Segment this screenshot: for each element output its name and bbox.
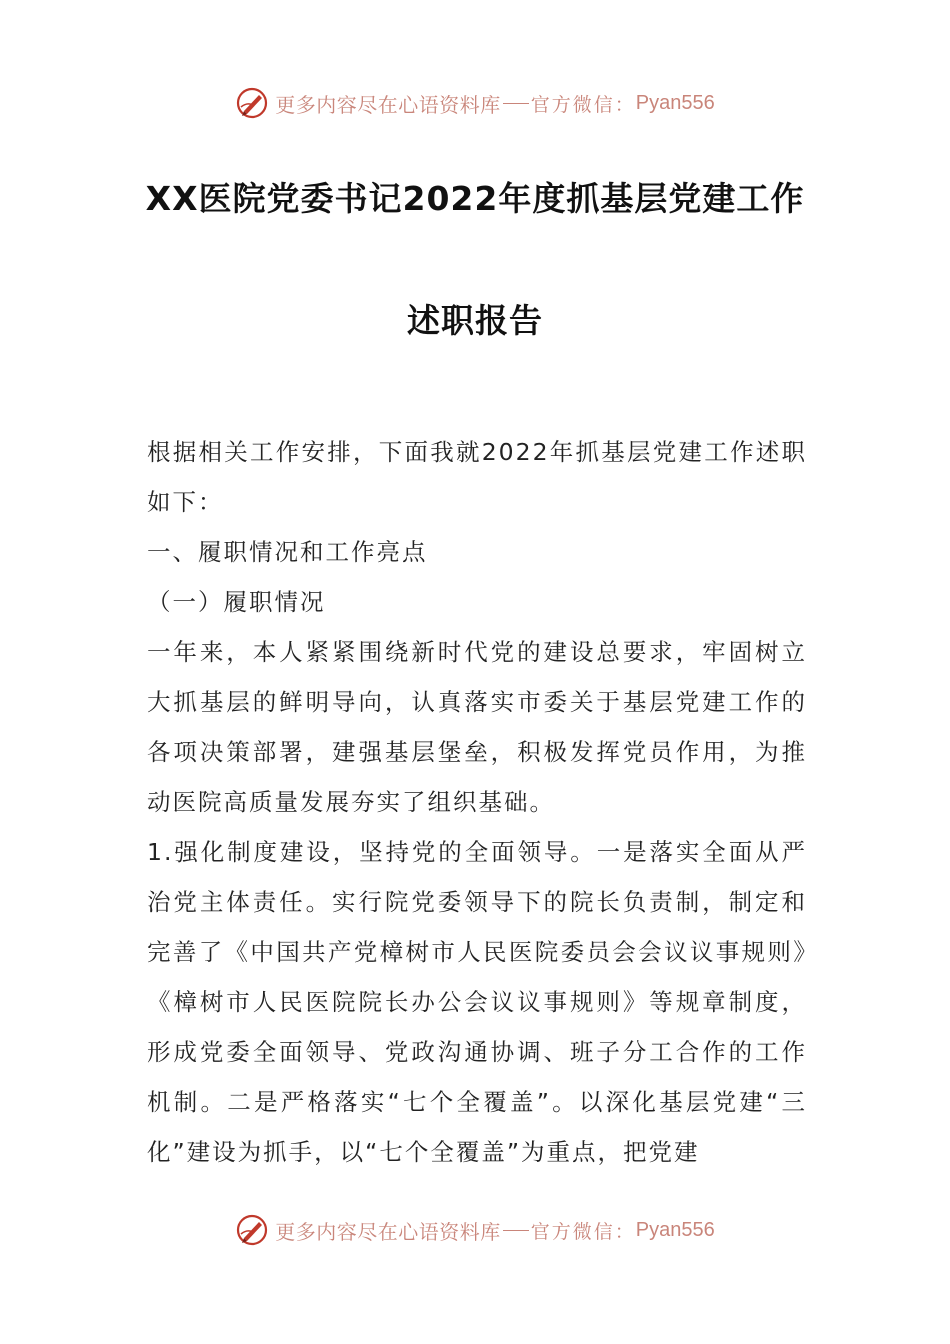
footer-dash bbox=[503, 1230, 529, 1231]
document-title-line2: 述职报告 bbox=[407, 301, 543, 340]
paragraph-intro: 根据相关工作安排，下面我就2022年抓基层党建工作述职如下： bbox=[147, 438, 807, 516]
footer-wechat-id: Pyan556 bbox=[635, 1218, 715, 1241]
header-dash bbox=[503, 103, 529, 104]
document-title-line1: XX医院党委书记2022年度抓基层党建工作 bbox=[145, 179, 805, 218]
footer-promo-text: 更多内容尽在心语资料库 bbox=[275, 1219, 501, 1244]
footer-banner bbox=[0, 1212, 950, 1248]
heading-section-1: 一、履职情况和工作亮点 bbox=[147, 538, 428, 566]
heading-subsection-1: （一）履职情况 bbox=[147, 588, 326, 616]
header-banner bbox=[0, 85, 950, 121]
paragraph-summary: 一年来，本人紧紧围绕新时代党的建设总要求，牢固树立大抓基层的鲜明导向，认真落实市委关于基层党建工作的各项决策部署，建强基层堡垒，积极发挥党员作用，为推动医院高质量发展夯实了组织基础。 bbox=[147, 638, 807, 816]
header-wechat-label: 官方微信： bbox=[530, 93, 636, 116]
pen-logo-icon bbox=[235, 1213, 269, 1247]
document-body bbox=[147, 427, 807, 1177]
header-wechat-id: Pyan556 bbox=[635, 91, 715, 114]
footer-wechat-label: 官方微信： bbox=[530, 1220, 636, 1243]
pen-logo-icon bbox=[235, 86, 269, 120]
paragraph-item-1: 1.强化制度建设，坚持党的全面领导。一是落实全面从严治党主体责任。实行院党委领导下的院长负责制，制定和完善了《中国共产党樟树市人民医院委员会会议议事规则》《樟树市人民医院院长办公会议议事规则》等规章制度，形成党委全面领导、党政沟通协调、班子分工合作的工作机制。二是严格落实“七个全覆盖”。以深化基层党建“三化”建设为抓手，以“七个全覆盖”为重点，把党建 bbox=[147, 838, 807, 1166]
header-promo-text: 更多内容尽在心语资料库 bbox=[275, 92, 501, 117]
